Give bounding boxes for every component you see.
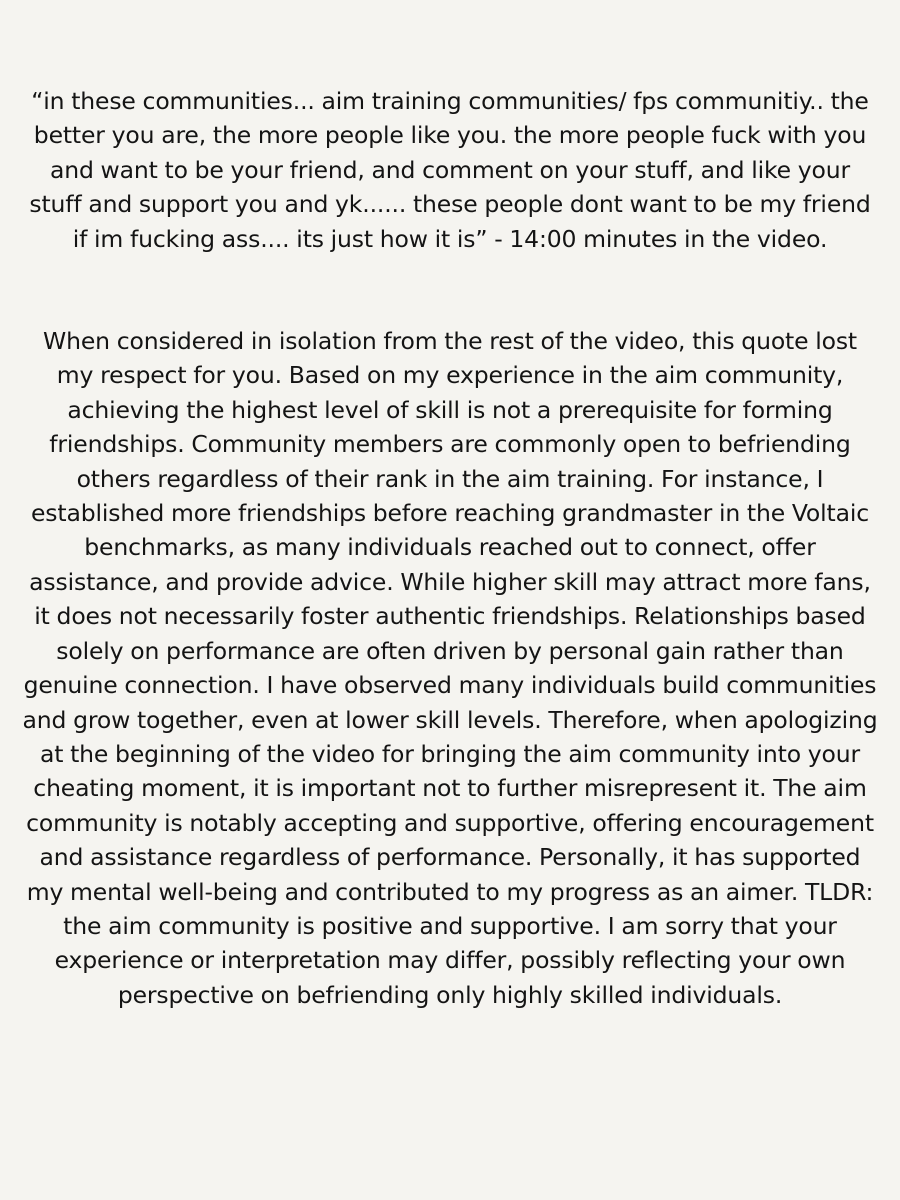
response-paragraph: When considered in isolation from the rest of the video, this quote lost my respect for you. Based on my experience in the aim community, achieving the highest level of skill is not a prerequisite for forming friendships. Community members are commonly open to befriending others regardless of their rank in the aim training. For instance, I established more friendships before reaching grandmaster in the Voltaic benchmarks, as many individuals reached out to connect, offer assistance, and provide advice. While higher skill may attract more fans, it does not necessarily foster authentic friendships. Relationships based solely on performance are often driven by personal gain rather than genuine connection. I have observed many individuals build communities and grow together, even at lower skill levels. Therefore, when apologizing at the beginning of the video for bringing the aim community into your cheating moment, it is important not to further misrepresent it. The aim community is notably accepting and supportive, offering encouragement and assistance regardless of performance. Personally, it has supported my mental well-being and contributed to my progress as an aimer. TLDR: the aim community is positive and supportive. I am sorry that your experience or interpretation may differ, possibly reflecting your own perspective on befriending only highly skilled individuals. xyxy=(22,327,878,1009)
quote-paragraph: “in these communities... aim training communities/ fps communitiy.. the better you are, the more people like you. the more people fuck with you and want to be your friend, and comment on your stuff, and like your stuff and support you and yk...... these people dont want to be my friend if im fucking ass.... its just how it is” - 14:00 minutes in the video. xyxy=(29,87,871,253)
